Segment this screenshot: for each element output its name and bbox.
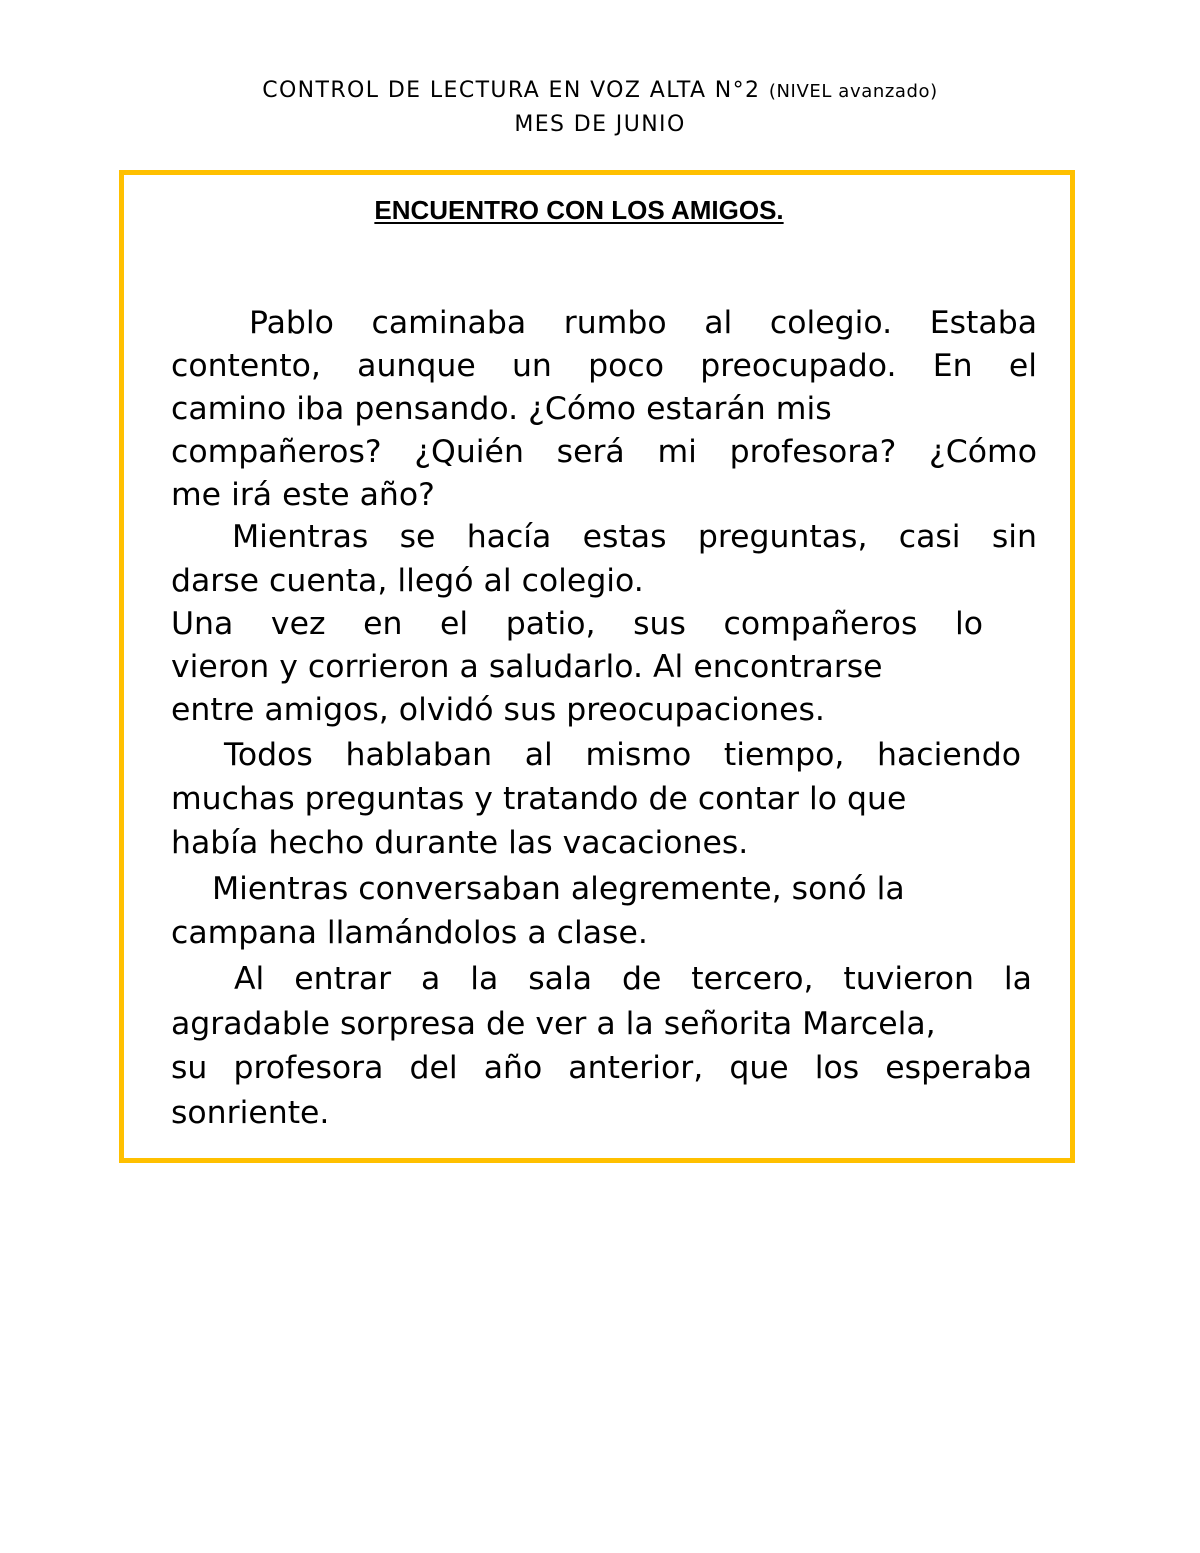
document-header [0,74,1200,141]
text-line: agradable sorpresa de ver a la señorita Marcela, [171,1006,936,1042]
text-line: Pablo caminaba rumbo al colegio. Estaba [249,305,1037,341]
header-level: (NIVEL avanzado) [768,81,938,102]
text-line: darse cuenta, llegó al colegio. [171,563,644,599]
text-line: vieron y corrieron a saludarlo. Al encontrarse [171,649,883,685]
header-month: MES DE JUNIO [514,112,686,137]
text-line: Mientras conversaban alegremente, sonó la [212,871,905,907]
header-title: CONTROL DE LECTURA EN VOZ ALTA N°2 [262,78,761,103]
text-line: Una vez en el patio, sus compañeros lo [171,606,983,642]
text-line: sonriente. [171,1095,330,1131]
reading-box [119,170,1075,1163]
text-line: camino iba pensando. ¿Cómo estarán mis [171,391,832,427]
text-line: Todos hablaban al mismo tiempo, haciendo [224,737,1021,773]
text-line: su profesora del año anterior, que los esperaba [171,1050,1032,1086]
text-line: me irá este año? [171,477,435,513]
text-line: había hecho durante las vacaciones. [171,825,749,861]
text-line: contento, aunque un poco preocupado. En el [171,348,1037,384]
text-line: compañeros? ¿Quién será mi profesora? ¿Cómo [171,434,1037,470]
reading-title: ENCUENTRO CON LOS AMIGOS. [374,195,784,225]
header-title-line [0,74,1200,108]
text-line: campana llamándolos a clase. [171,915,648,951]
text-line: muchas preguntas y tratando de contar lo que [171,781,907,817]
text-line: Al entrar a la sala de tercero, tuvieron la [234,961,1032,997]
text-line: entre amigos, olvidó sus preocupaciones. [171,692,825,728]
text-line: Mientras se hacía estas preguntas, casi sin [232,519,1037,555]
